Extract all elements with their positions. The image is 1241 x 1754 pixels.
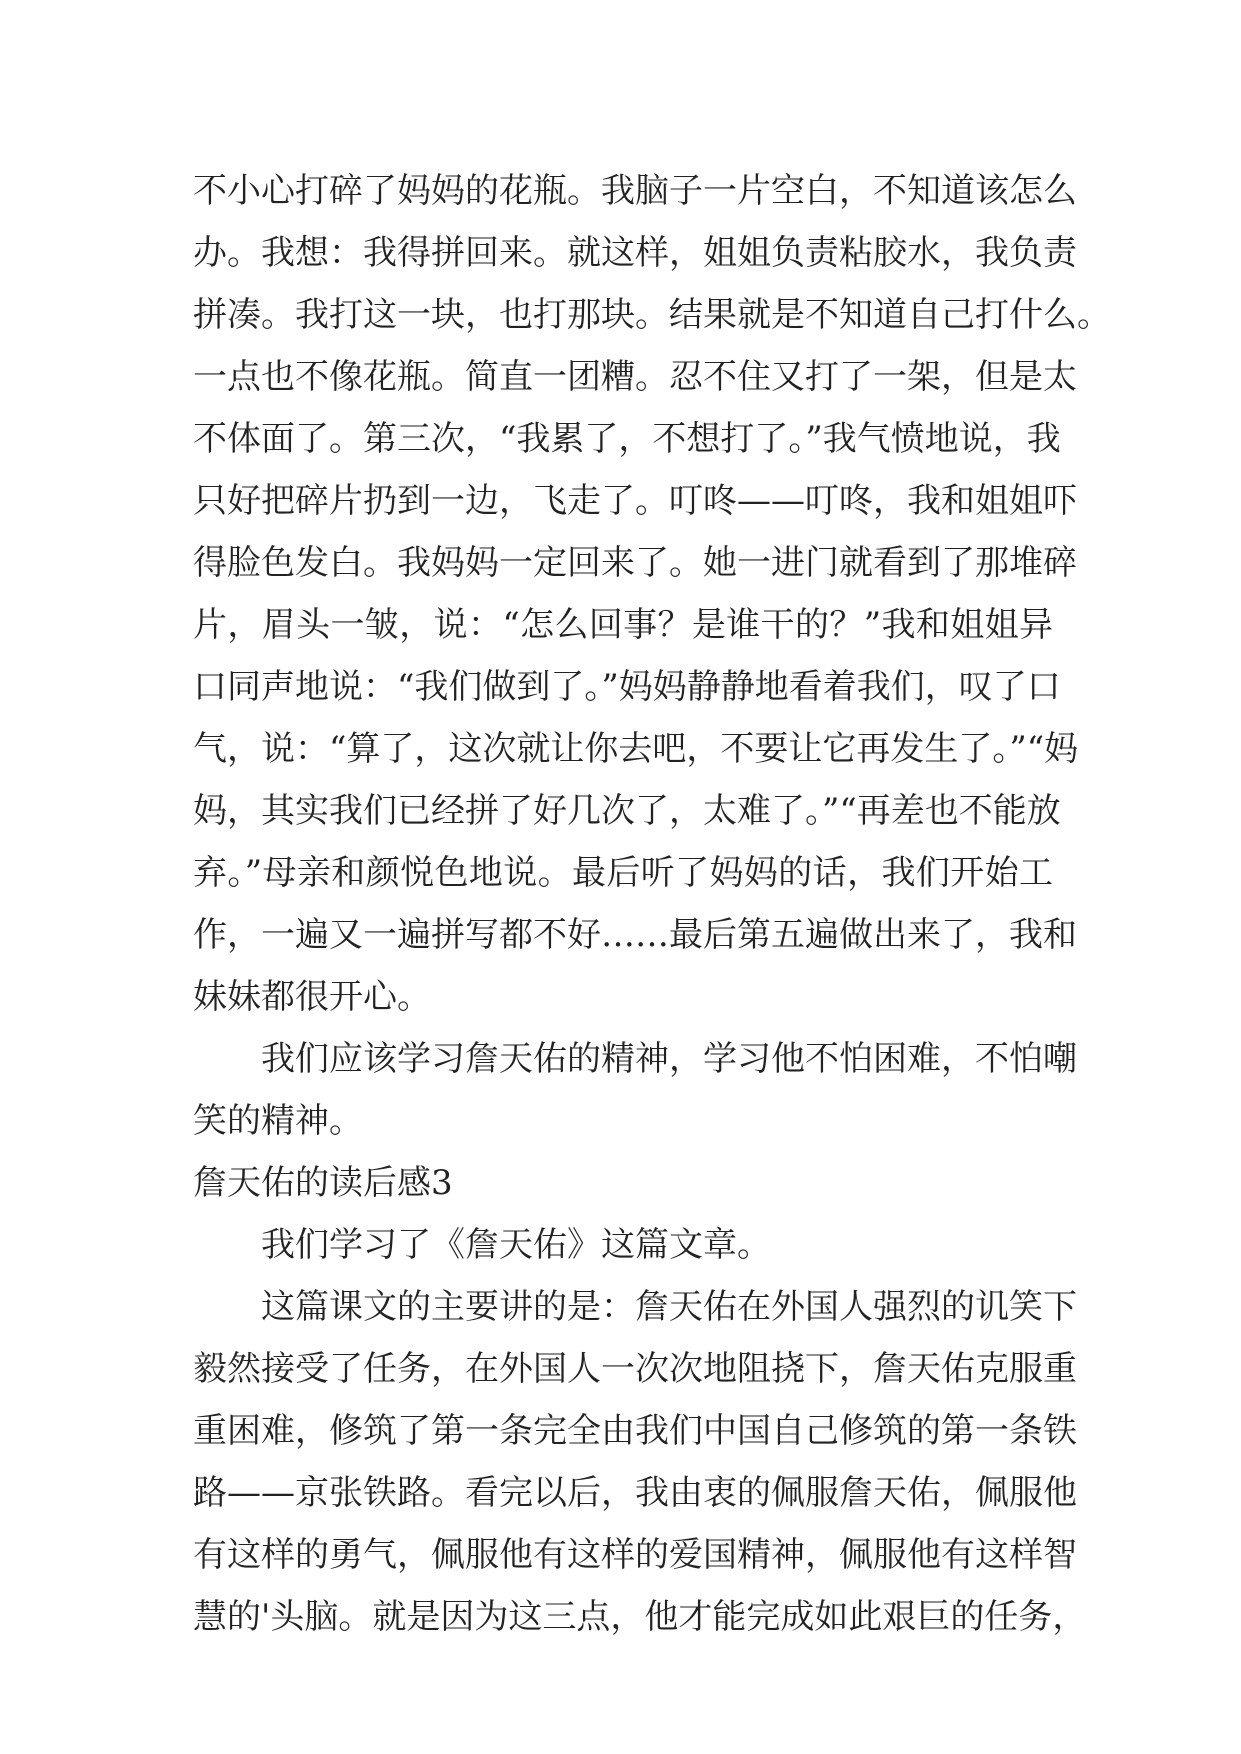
text-line: 毅然接受了任务，在外国人一次次地阻挠下，詹天佑克服重 bbox=[193, 1349, 1077, 1389]
text-line: 作，一遍又一遍拼写都不好……最后第五遍做出来了，我和 bbox=[193, 915, 1077, 955]
document-body bbox=[193, 160, 1111, 1648]
text-line: 这篇课文的主要讲的是：詹天佑在外国人强烈的讥笑下 bbox=[261, 1287, 1077, 1327]
text-line: 我们应该学习詹天佑的精神，学习他不怕困难，不怕嘲 bbox=[261, 1039, 1077, 1079]
text-line: 片，眉头一皱，说：“怎么回事？是谁干的？”我和姐姐异 bbox=[193, 605, 1053, 645]
paragraph-story bbox=[193, 160, 1111, 1028]
text-line: 有这样的勇气，佩服他有这样的爱国精神，佩服他有这样智 bbox=[193, 1535, 1077, 1575]
text-line: 拼凑。我打这一块，也打那块。结果就是不知道自己打什么。 bbox=[193, 295, 1111, 335]
text-line: 一点也不像花瓶。简直一团糟。忍不住又打了一架，但是太 bbox=[193, 357, 1077, 397]
text-line: 慧的'头脑。就是因为这三点，他才能完成如此艰巨的任务， bbox=[193, 1597, 1087, 1637]
text-line: 重困难，修筑了第一条完全由我们中国自己修筑的第一条铁 bbox=[193, 1411, 1077, 1451]
paragraph-summary bbox=[193, 1276, 1087, 1648]
text-line: 妈，其实我们已经拼了好几次了，太难了。”“再差也不能放 bbox=[193, 791, 1061, 831]
text-line: 得脸色发白。我妈妈一定回来了。她一进门就看到了那堆碎 bbox=[193, 543, 1077, 583]
text-line: 妹妹都很开心。 bbox=[193, 977, 431, 1017]
text-line: 我们学习了《詹天佑》这篇文章。 bbox=[261, 1225, 771, 1265]
text-line: 气，说：“算了，这次就让你去吧，不要让它再发生了。”“妈 bbox=[193, 729, 1079, 769]
text-line: 不体面了。第三次，“我累了，不想打了。”我气愤地说，我 bbox=[193, 419, 1061, 459]
text-line: 办。我想：我得拼回来。就这样，姐姐负责粘胶水，我负责 bbox=[193, 233, 1077, 273]
paragraph-intro bbox=[193, 1214, 1053, 1276]
paragraph-conclusion bbox=[193, 1028, 1077, 1152]
section-title: 詹天佑的读后感3 bbox=[193, 1163, 453, 1203]
text-line: 路——京张铁路。看完以后，我由衷的佩服詹天佑，佩服他 bbox=[193, 1473, 1077, 1513]
text-line: 笑的精神。 bbox=[193, 1101, 363, 1141]
text-line: 口同声地说：“我们做到了。”妈妈静静地看着我们，叹了口 bbox=[193, 667, 1061, 707]
text-line: 不小心打碎了妈妈的花瓶。我脑子一片空白，不知道该怎么 bbox=[193, 171, 1077, 211]
text-line: 弃。”母亲和颜悦色地说。最后听了妈妈的话，我们开始工 bbox=[193, 853, 1053, 893]
text-line: 只好把碎片扔到一边，飞走了。叮咚——叮咚，我和姐姐吓 bbox=[193, 481, 1077, 521]
